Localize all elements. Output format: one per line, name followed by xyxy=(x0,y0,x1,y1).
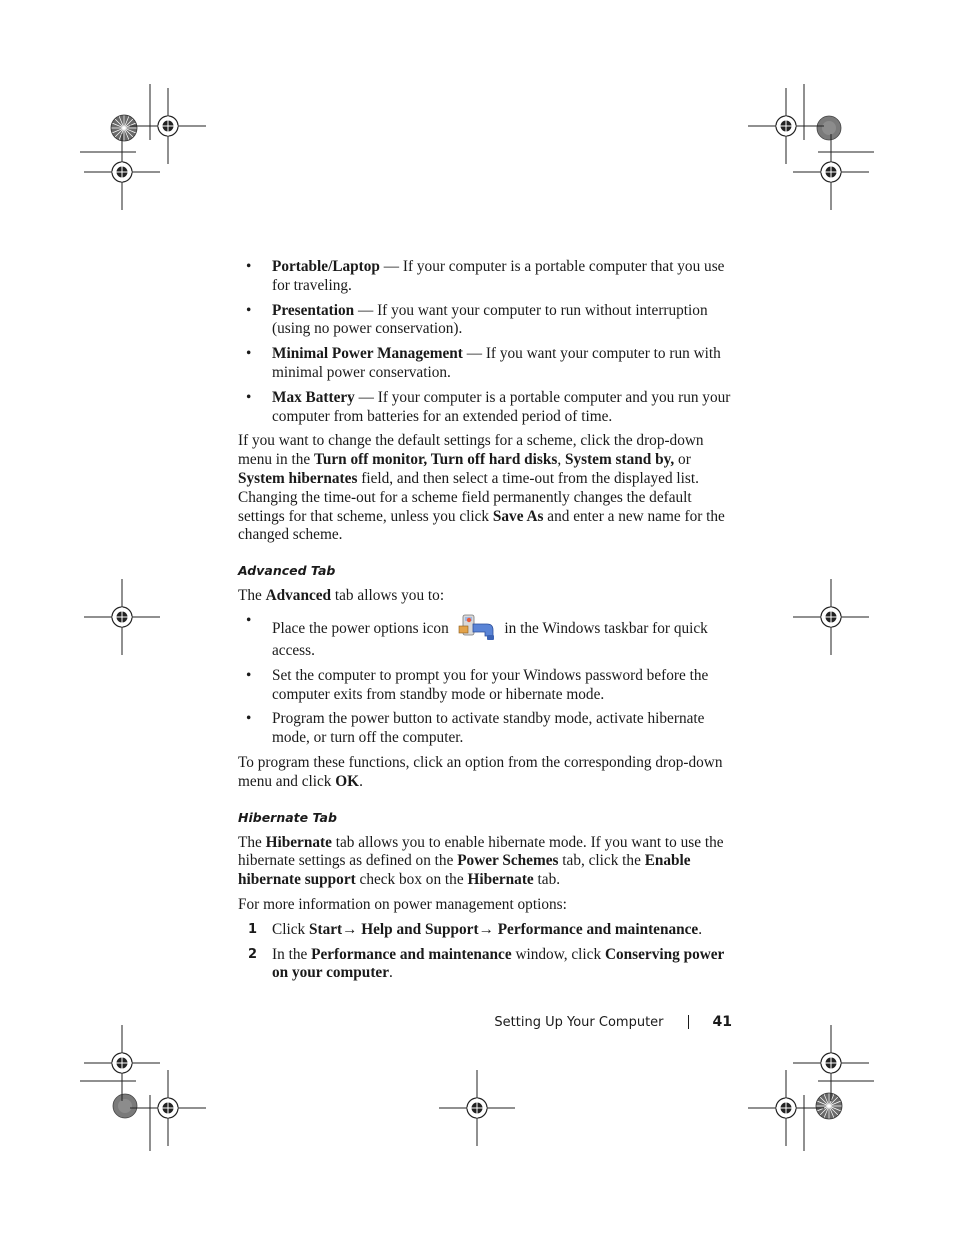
list-item: • Program the power button to activate standby mode, activate hibernate mode, or turn off the computer. xyxy=(238,710,736,748)
list-item xyxy=(238,258,736,296)
description: — If your computer is a portable computer and you run your computer from batteries for an extended period of time. xyxy=(272,388,731,425)
footer-section-title: Setting Up Your Computer xyxy=(494,1014,664,1030)
page-content xyxy=(238,258,736,989)
more-info-paragraph: For more information on power management options: xyxy=(238,895,567,913)
step-number: 2 xyxy=(248,946,258,962)
list-item: • Set the computer to prompt you for your Windows password before the computer exits from standby mode or hibernate mode. xyxy=(238,667,736,705)
step-item: 1 Click Start→ Help and Support→ Performance and maintenance. xyxy=(248,920,703,938)
step-number: 1 xyxy=(248,921,258,937)
term: Max Battery xyxy=(272,388,355,406)
scheme-settings-paragraph: If you want to change the default settings for a scheme, click the drop-down menu in the Turn off monitor, Turn off hard disks, System stand by, or System hibernates field, and then select a time-out from the displayed list. Changing the time-out for a scheme field permanently changes the default settings for that scheme, unless you click Save As and enter a new name for the changed scheme. xyxy=(238,432,725,544)
description: — If your computer is a portable computer that you use for traveling. xyxy=(272,258,725,294)
term: Portable/Laptop xyxy=(272,258,380,275)
term: Presentation xyxy=(272,301,355,319)
advanced-outro: To program these functions, click an option from the corresponding drop-down menu and click OK. xyxy=(238,753,723,790)
term: Minimal Power Management xyxy=(272,345,463,363)
page-footer xyxy=(494,1014,732,1030)
list-item xyxy=(238,302,736,340)
hibernate-paragraph: The Hibernate tab allows you to enable hibernate mode. If you want to use the hibernate settings as defined on the Power Schemes tab, click the Enable hibernate support check box on the Hibernate tab. xyxy=(238,833,724,889)
list-item xyxy=(238,345,736,383)
list-item: • Place the power options icon in the Windows taskbar for quick access. xyxy=(238,612,736,661)
description: — If you want your computer to run with minimal power conservation. xyxy=(272,345,721,381)
steps-list xyxy=(238,921,736,983)
hibernate-tab-heading: Hibernate Tab xyxy=(238,809,337,825)
power-schemes-list xyxy=(238,258,736,426)
list-item xyxy=(238,389,736,427)
power-options-icon xyxy=(457,612,497,642)
description: — If you want your computer to run without interruption (using no power conservation). xyxy=(272,301,708,338)
advanced-intro: The Advanced tab allows you to: xyxy=(238,587,445,605)
footer-divider xyxy=(688,1015,689,1029)
advanced-tab-heading: Advanced Tab xyxy=(238,563,336,579)
step-item: 2 In the Performance and maintenance window, click Conserving power on your computer. xyxy=(248,945,725,982)
advanced-options-list xyxy=(238,612,736,748)
page-number: 41 xyxy=(712,1014,732,1030)
